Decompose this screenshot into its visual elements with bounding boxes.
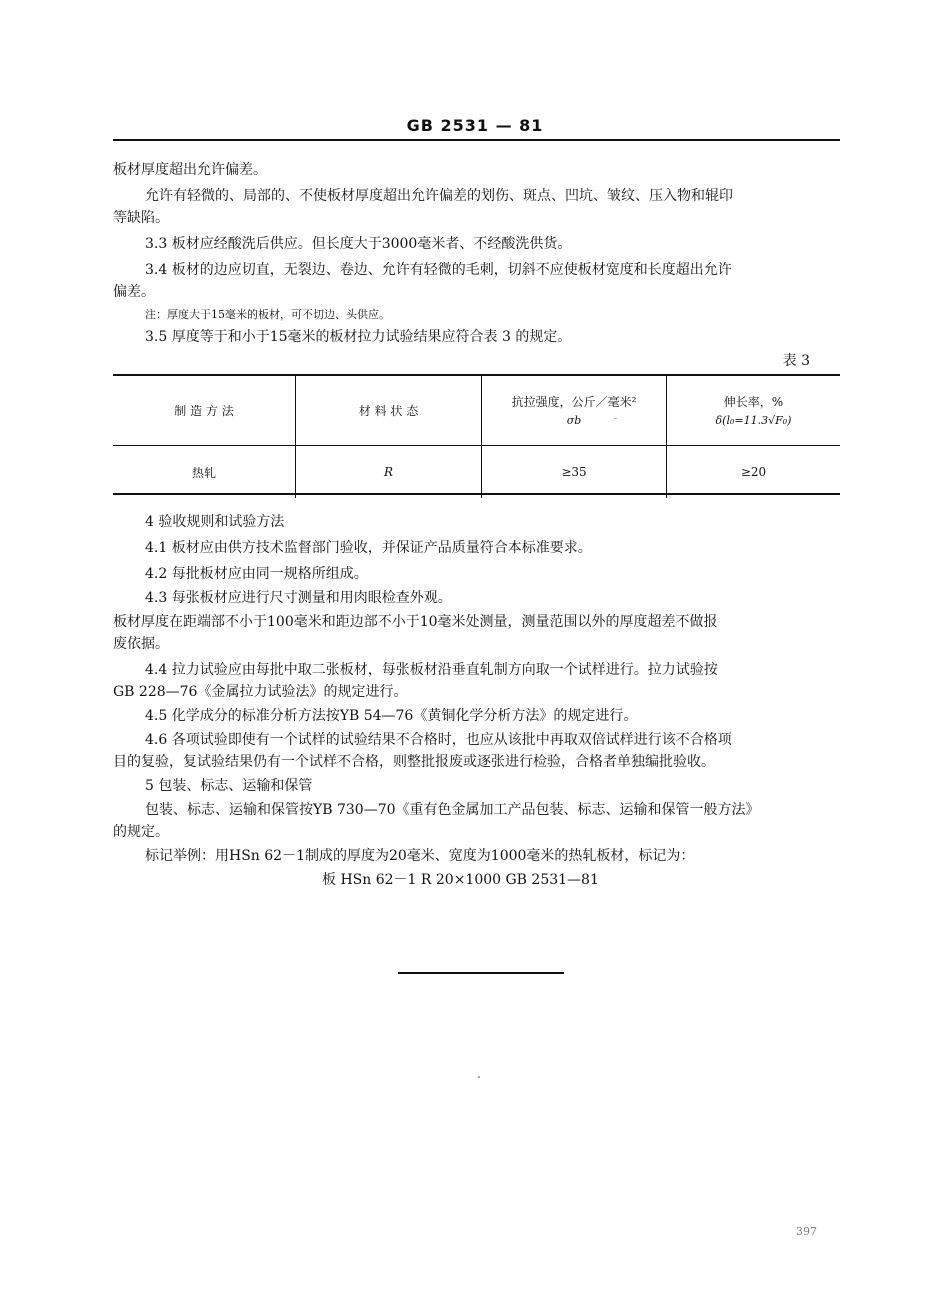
- paragraph: 偏差。: [113, 284, 155, 300]
- note: 注：厚度大于15毫米的板材，可不切边、头供应。: [145, 308, 390, 321]
- header-cell: 材 料 状 态: [296, 375, 482, 446]
- table-row: [113, 446, 840, 499]
- table-cell: R: [296, 446, 482, 499]
- header-cell: 伸长率，% δ(l₀=11.3√F₀): [667, 375, 841, 446]
- table-cell: 热轧: [113, 446, 296, 499]
- page-number: 397: [796, 1225, 817, 1238]
- end-divider: [398, 972, 564, 974]
- paragraph: 的规定。: [113, 824, 169, 840]
- section-heading: 5 包装、标志、运输和保管: [145, 778, 313, 794]
- paragraph: 4.5 化学成分的标准分析方法按YB 54—76《黄铜化学分析方法》的规定进行。: [145, 708, 638, 724]
- paragraph: 允许有轻微的、局部的、不使板材厚度超出允许偏差的划伤、斑点、凹坑、皱纹、压入物和辊印: [145, 188, 733, 204]
- paragraph: 4.4 拉力试验应由每批中取二张板材，每张板材沿垂直轧制方向取一个试样进行。拉力试验按: [145, 662, 718, 678]
- paragraph: 4.3 每张板材应进行尺寸测量和用肉眼检查外观。: [145, 590, 452, 606]
- paragraph: 4.6 各项试验即使有一个试样的试验结果不合格时，也应从该批中再取双倍试样进行该不合格项: [145, 732, 732, 748]
- paragraph: 4.2 每批板材应由同一规格所组成。: [145, 566, 368, 582]
- table-caption: 表 3: [782, 353, 810, 369]
- document-header-title: GB 2531 — 81: [406, 116, 544, 135]
- header-divider: [113, 139, 840, 141]
- paragraph: 板材厚度超出允许偏差。: [113, 162, 267, 178]
- paragraph: 等缺陷。: [113, 210, 169, 226]
- paragraph: 废依据。: [113, 636, 169, 652]
- scan-speck: [614, 418, 617, 419]
- paragraph: 标记举例：用HSn 62－1制成的厚度为20毫米、宽度为1000毫米的热轧板材，标记为：: [145, 848, 695, 864]
- table-cell: ≥35: [482, 446, 667, 499]
- paragraph: 4.1 板材应由供方技术监督部门验收，并保证产品质量符合本标准要求。: [145, 540, 592, 556]
- table-cell: ≥20: [667, 446, 841, 499]
- header-cell: 制 造 方 法: [113, 375, 296, 446]
- paragraph: 目的复验，复试验结果仍有一个试样不合格，则整批报废或逐张进行检验，合格者单独编批验收。: [113, 754, 715, 770]
- paragraph: 板材厚度在距端部不小于100毫米和距边部不小于10毫米处测量，测量范围以外的厚度超差不做报: [113, 614, 718, 630]
- section-heading: 4 验收规则和试验方法: [145, 514, 285, 530]
- marking-example: 板 HSn 62－1 R 20×1000 GB 2531—81: [322, 872, 599, 888]
- scan-speck: [478, 1076, 480, 1078]
- paragraph: 3.4 板材的边应切直，无裂边、卷边、允许有轻微的毛刺，切斜不应使板材宽度和长度超出允许: [145, 262, 732, 278]
- table-bottom-rule: [113, 493, 840, 495]
- paragraph: GB 228—76《金属拉力试验法》的规定进行。: [113, 684, 408, 700]
- paragraph: 包装、标志、运输和保管按YB 730—70《重有色金属加工产品包装、标志、运输和保管一般方法》: [145, 802, 760, 818]
- header-cell: 抗拉强度，公斤／毫米² σb: [482, 375, 667, 446]
- paragraph: 3.5 厚度等于和小于15毫米的板材拉力试验结果应符合表 3 的规定。: [145, 329, 572, 345]
- table-header-row: [113, 375, 840, 446]
- paragraph: 3.3 板材应经酸洗后供应。但长度大于3000毫米者、不经酸洗供货。: [145, 236, 572, 252]
- tensile-properties-table: [113, 375, 840, 498]
